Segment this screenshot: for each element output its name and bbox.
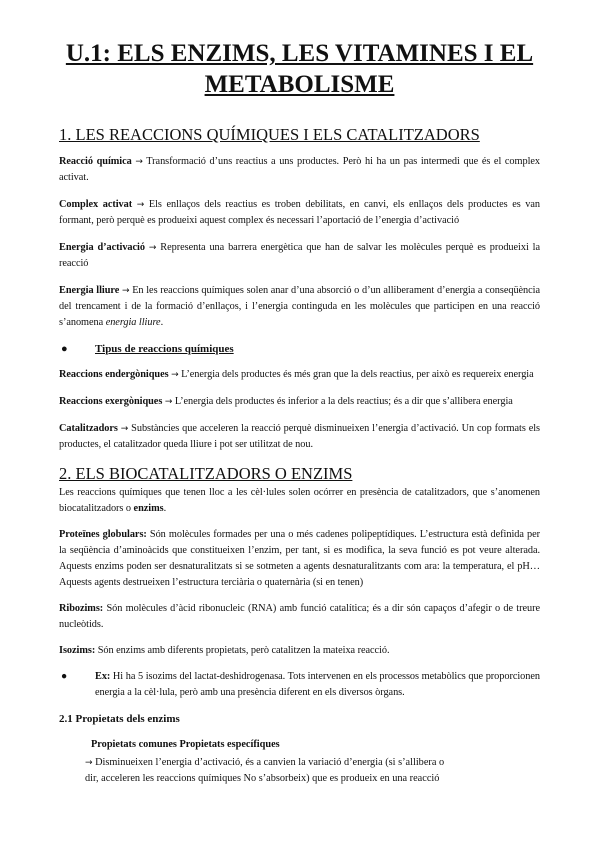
term: Proteïnes globulars: [59, 529, 147, 540]
types-heading [59, 341, 540, 357]
definition-text: Els enllaços dels reactius es troben debilitats, en canvi, els enllaços dels productes es van formant, però perquè es produeixi aquest complex és necessari l’aportació de l’energia d’activació [59, 199, 541, 226]
term: Ribozims: [59, 603, 104, 614]
right-arrow-icon: → [85, 758, 93, 768]
types-heading-text: Tipus de reaccions químiques [95, 343, 234, 355]
term: Isozims: [59, 645, 96, 656]
definition-complex-activat [59, 197, 540, 229]
right-arrow-icon: → [171, 370, 179, 380]
right-arrow-icon: → [148, 243, 157, 253]
term: Catalitzadors [59, 423, 118, 434]
definition-text: Transformació d’uns reactius a uns productes. Però hi ha un pas intermedi que és el complex activat. [59, 156, 540, 183]
definition-tail: . [160, 317, 164, 328]
definition-catalitzadors [59, 421, 540, 453]
right-arrow-icon: → [121, 286, 130, 296]
document-title [59, 0, 540, 100]
italic-term: energia lliure [105, 317, 161, 328]
bullet-icon: ● [61, 343, 68, 355]
title-line-1: U.1: ELS ENZIMS, LES VITAMINES I EL [65, 40, 534, 67]
term: Complex activat [59, 199, 133, 210]
properties-line-1 [59, 755, 540, 771]
term: Reaccions exergòniques [59, 396, 163, 407]
bullet-icon: ● [61, 671, 68, 682]
definition-text: Substàncies que acceleren la reacció perquè disminueixen l’energia d’activació. Un cop formats els productes, el catalitzador queda lliure i pot ser utilitzat de nou. [59, 423, 540, 450]
properties-line-2-text: dir, acceleren les reaccions químiques No s’absorbeix) que es produeix en una reacció [85, 773, 440, 784]
paragraph-text: Són enzims amb diferents propietats, però catalitzen la mateixa reacció. [95, 645, 390, 656]
paragraph-text: Són molècules d’àcid ribonucleic (RNA) amb funció catalítica; és a dir són capaços d’afegir o de treure nucleòtids. [59, 603, 540, 630]
section-2-intro [59, 485, 540, 517]
definition-endergoniques [59, 367, 540, 383]
intro-tail: . [163, 503, 167, 514]
properties-line-1-text: Disminueixen l’energia d’activació, és a canvien la variació d’energia (si s’allibera o [92, 757, 445, 768]
right-arrow-icon: → [164, 397, 173, 407]
intro-bold: enzims [133, 503, 164, 514]
term: Reaccions endergòniques [59, 369, 169, 380]
example-text: Hi ha 5 isozims del lactat-deshidrogenasa. Tots intervenen en els processos metabòlics que proporcionen energia a la cèl·lula, però amb una presència diferent en els diversos òrgans. [95, 671, 540, 698]
right-arrow-icon: → [120, 424, 129, 434]
term: Energia lliure [59, 285, 120, 296]
paragraph-text: Són molècules formades per una o més cadenes polipeptídiques. L’estructura està definida per la seqüència d’aminoàcids que constitueixen l’enzim, per tant, si es modifica, la seva funció es pot veure alterada. Aquests enzims poden ser desnaturalitzats si se sotmeten a agents desnaturalitzants com ara: la temperatura, el pH… Aquests agents destrueixen l’estructura terciària o quaternària (si en tenen) [59, 529, 540, 588]
definition-energia-activacio [59, 240, 540, 272]
definition-text: En les reaccions químiques solen anar d’una absorció o d’un alliberament d’energia a conseqüència del trencament i de la formació d’enllaços, i l’energia continguda en les molècules que participen en una reacció s’anomena [59, 285, 541, 328]
section-1-heading: 1. LES REACCIONS QUÍMIQUES I ELS CATALITZADORS [59, 125, 480, 144]
right-arrow-icon: → [135, 157, 143, 167]
term: Energia d’activació [59, 242, 145, 253]
properties-line-2 [59, 771, 540, 787]
definition-exergoniques [59, 394, 540, 410]
paragraph-ribozims [59, 601, 540, 633]
title-line-2: METABOLISME [204, 71, 395, 98]
paragraph-proteines-globulars [59, 527, 540, 591]
definition-energia-lliure [59, 283, 540, 331]
example-item [59, 669, 540, 701]
section-2-heading: 2. ELS BIOCATALITZADORS O ENZIMS [59, 464, 353, 483]
intro-text: Les reaccions químiques que tenen lloc a les cèl·lules solen ocórrer en presència de catalitzadors, que s’anomenen biocatalitzadors o [59, 487, 540, 514]
term: Reacció química [59, 156, 132, 167]
subsection-heading: 2.1 Propietats dels enzims [59, 713, 180, 725]
paragraph-isozims [59, 643, 540, 659]
definition-text: L’energia dels productes és més gran que la dels reactius, per això es requereix energia [178, 369, 534, 380]
definition-text: L’energia dels productes és inferior a la dels reactius; és a dir que s’allibera energia [172, 396, 513, 407]
properties-heading: Propietats comunes Propietats específiques [91, 739, 280, 750]
definition-reaccio-quimica [59, 154, 540, 186]
definition-text: Representa una barrera energètica que han de salvar les molècules perquè es produeixi la reacció [59, 242, 540, 269]
example-paragraph [95, 669, 540, 701]
example-term: Ex: [95, 671, 111, 682]
right-arrow-icon: → [136, 200, 145, 210]
